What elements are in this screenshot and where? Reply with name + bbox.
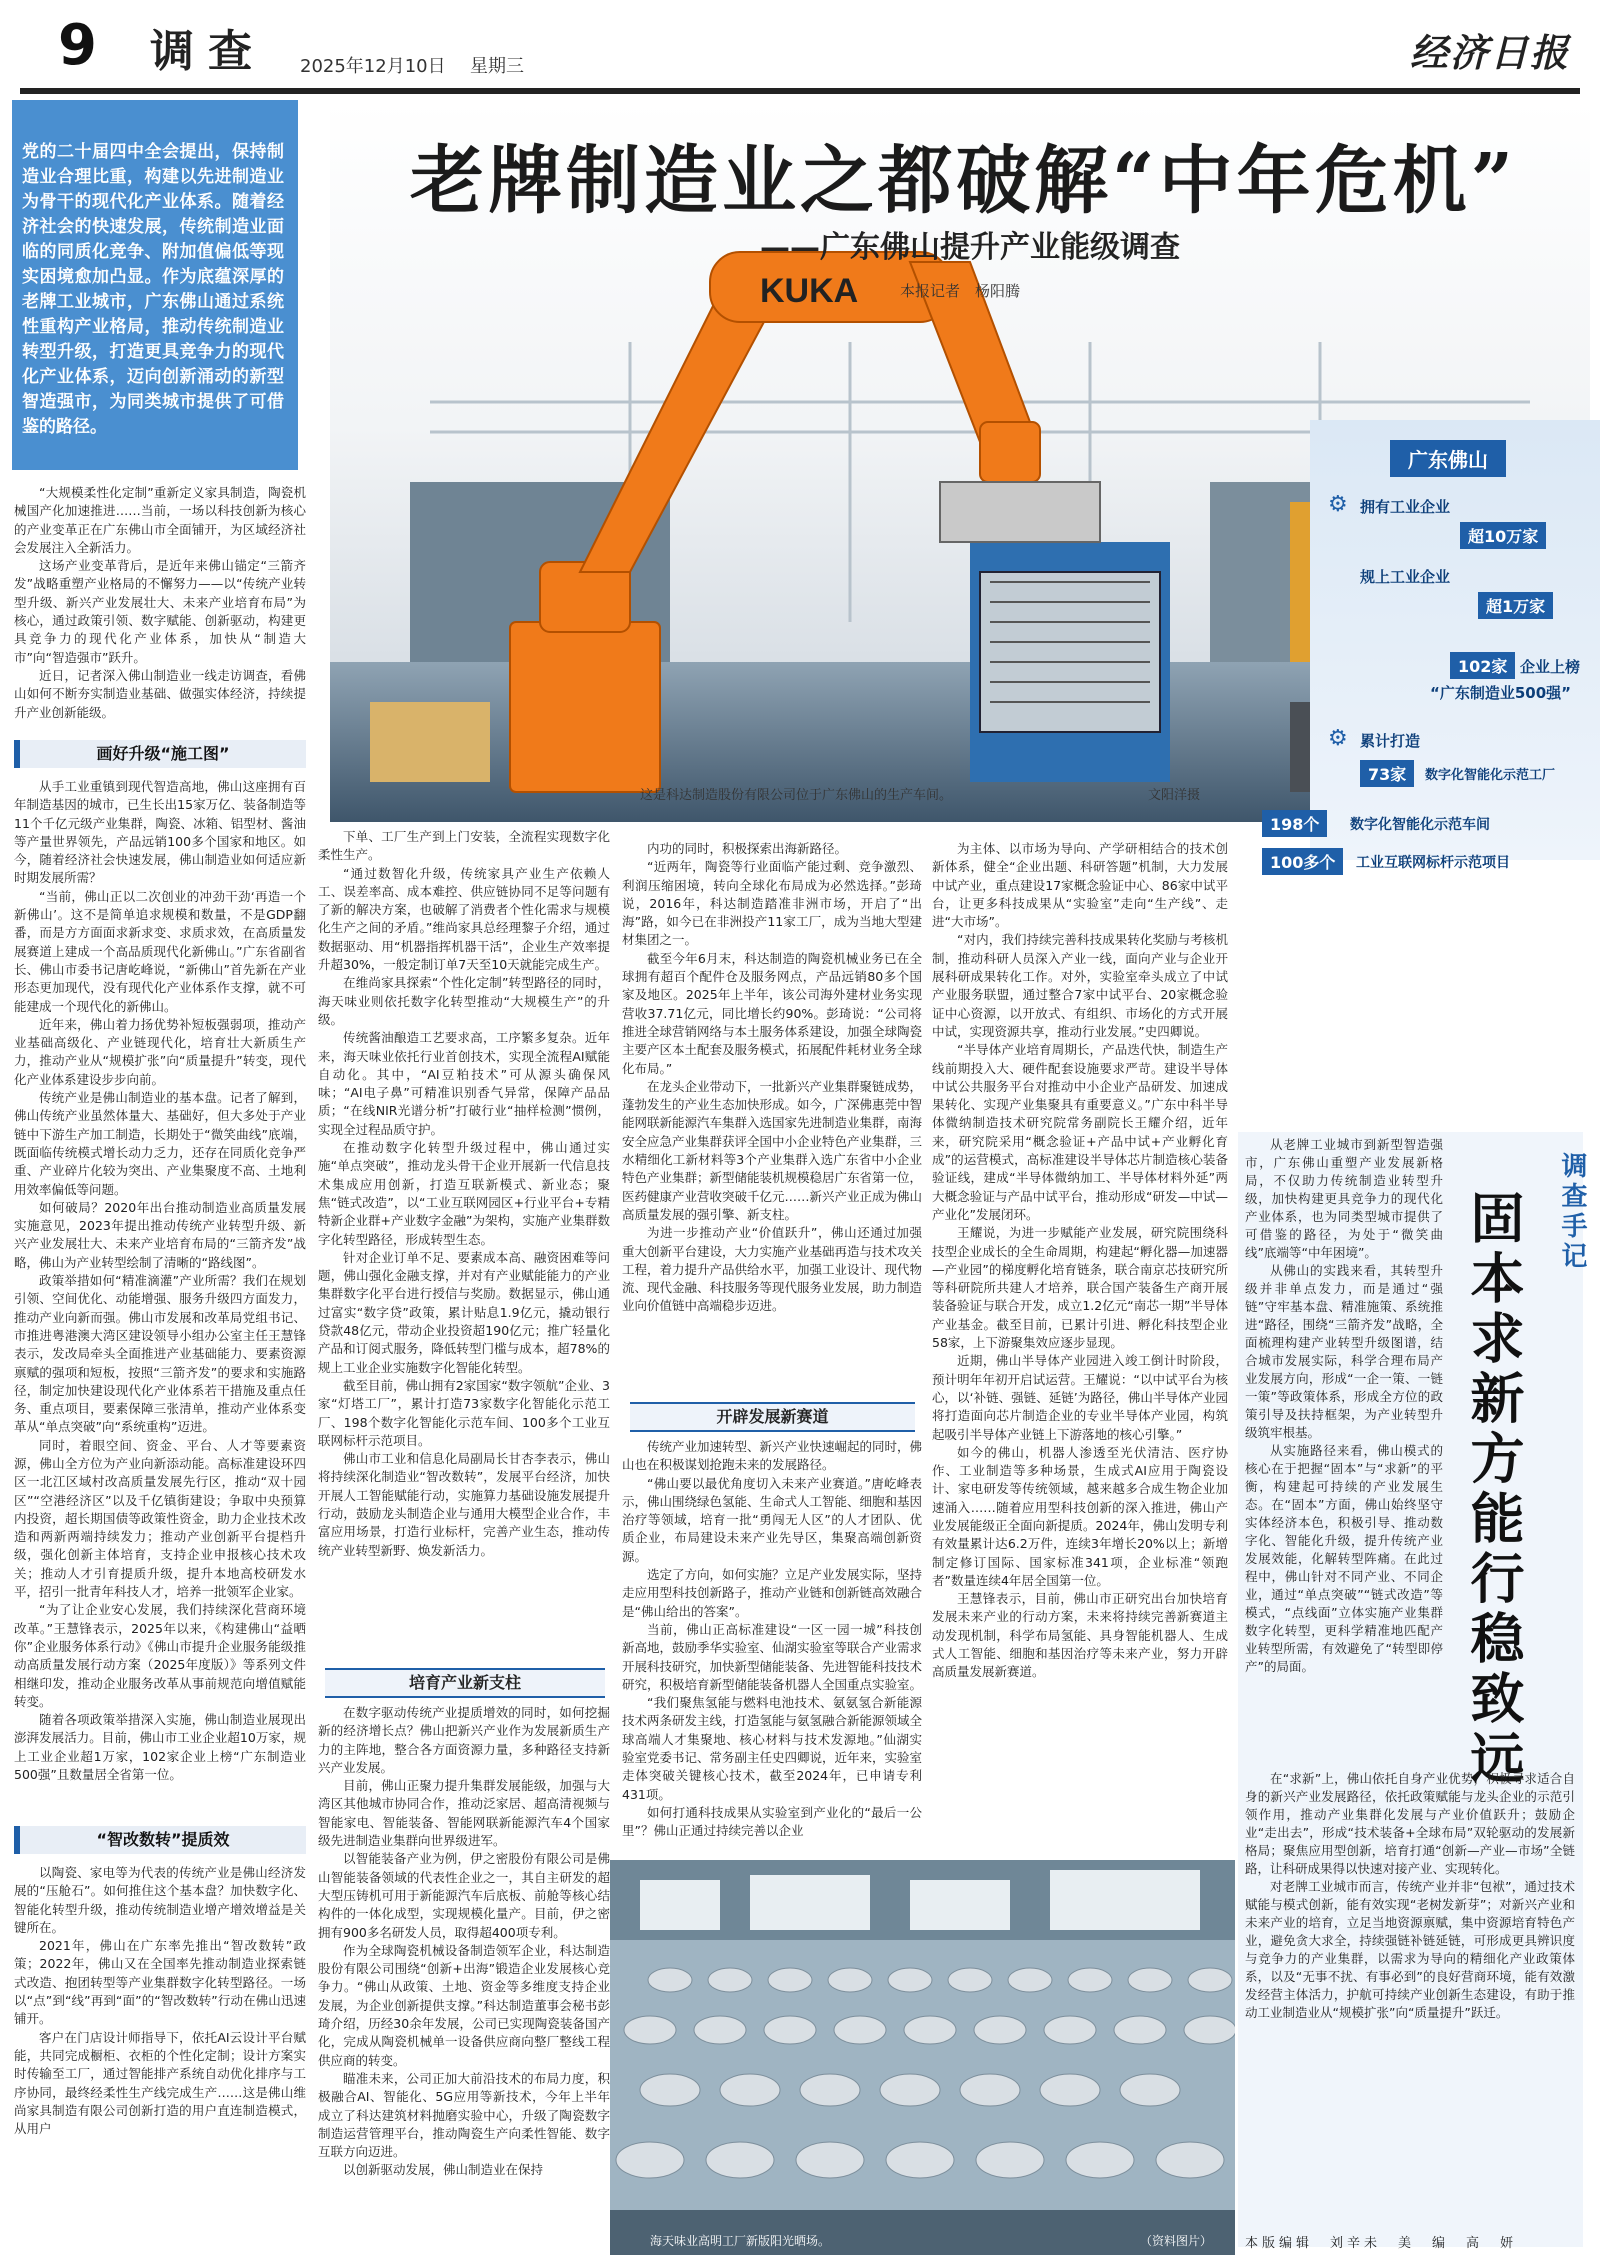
stat-label-top500: 企业上榜	[1520, 658, 1581, 676]
paragraph: “半导体产业培育周期长，产品迭代快，制造生产线前期投入大、硬件配套设施要求严苛。建设半导体中试公共服务平台对推动中小企业产品研发、加速成果转化、实现产业集聚具有重要意义。”广东中科半导体微纳制造技术研究院常务副院长王耀介绍，近年来，研究院采用“概念验证+产品中试+产业孵化育成”的运营模式，高标准建设半导体芯片制造核心装备验证线，建成“半导体微纳加工、半导体材料外延”两大概念验证与产品中试平台，推动形成“研发—中试—产业化”发展闭环。	[932, 1042, 1228, 1222]
body-col1-intro	[14, 484, 306, 728]
section-title: 调查	[150, 26, 266, 77]
paragraph: 在龙头企业带动下，一批新兴产业集群聚链成势，蓬勃发生的产业生态加快形成。如今，广深佛惠莞中智能网联新能源汽车集群入选国家先进制造业集群，南海安全应急产业集群获评全国中小企业特色产业集群，三水精细化工新材料等3个产业集群入选广东省中小企业特色产业集群；新型储能装机规模稳居广东省第一位，医药健康产业营收突破千亿元……新兴产业正成为佛山高质量发展的强引擎、新支柱。	[622, 1078, 922, 1222]
masthead-rule	[20, 88, 1580, 94]
paragraph: 在推动数字化转型升级过程中，佛山通过实施“单点突破”，推动龙头骨干企业开展新一代信息技术集成应用创新，打造互联新模式、新业态；聚焦“链式改造”，以“工业互联网园区+行业平台+专精特新企业群+产业数字金融”为架构，实施产业集群数字化转型路径，形成转型生态。	[318, 1140, 610, 1247]
infographic-title: 广东佛山	[1390, 440, 1506, 477]
paragraph: “大规模柔性化定制”重新定义家具制造，陶瓷机械国产化加速推进……当前，一场以科技创新为核心的产业变革正在广东佛山市全面铺开，为区域经济社会发展注入全新活力。	[14, 485, 306, 555]
issue-date: 2025年12月10日	[300, 56, 446, 77]
paragraph: 政策举措如何“精准滴灌”产业所需？我们在规划引领、空间优化、动能增强、服务升级四方面发力，推动产业向新而强。佛山市发展和改革局党组书记、市推进粤港澳大湾区建设领导小组办公室主任王慧锋表示，发改局牵头全面推进产业基础能力、要素资源禀赋的强项和短板，按照“三箭齐发”的要求和实施路径，制定加快建设现代化产业体系若干措施及重点任务、重点项目，要素保障三张清单，推动产业体系变革从“单点突破”向“系统重构”迈进。	[14, 1273, 306, 1435]
paragraph: 内功的同时，积极探索出海新路径。	[647, 841, 848, 856]
body-col1	[14, 778, 306, 1818]
issue-weekday: 星期三	[470, 56, 524, 77]
stat-label-above-scale: 规上工业企业	[1360, 568, 1451, 586]
paragraph: 截至今年6月末，科达制造的陶瓷机械业务已在全球拥有超百个配件仓及服务网点，产品远销80多个国家及地区。2025年上半年，该公司海外建材业务实现营收37.71亿元，同比增长约90%。彭琦说：“公司将推进全球营销网络与本土服务体系建设，加强全球陶瓷主要产区本土配套及服务模式，拓展配件耗材业务全球化布局。”	[622, 950, 922, 1076]
paragraph: 王慧锋表示，目前，佛山市正研究出台加快培育发展未来产业的行动方案，未来将持续完善新赛道主动发现机制，科学布局氢能、具身智能机器人、生成式人工智能、细胞和基因治疗等未来产业，努力开辟高质量发展新赛道。	[932, 1591, 1228, 1680]
paragraph: 当前，佛山正高标准建设“一区一园一城”科技创新高地，鼓励季华实验室、仙湖实验室等联合产业需求开展科技研究，加快新型储能装备、先进智能科技技术研究，积极培育新型储能装备机器人全国重点实验室。	[622, 1621, 922, 1692]
paragraph: 下单、工厂生产到上门安装，全流程实现数字化柔性生产。	[318, 829, 610, 863]
hero-credit: 文阳洋摄	[1148, 788, 1201, 803]
paragraph: 作为全球陶瓷机械设备制造领军企业，科达制造股份有限公司围绕“创新+出海”锻造企业发展核心竞争力。“佛山从政策、土地、资金等多维度支持企业发展，为企业创新提供支撑。”科达制造董事会秘书彭琦介绍，历经30余年发展，公司已实现陶瓷装备国产化，完成从陶瓷机械单一设备供应商向整厂整线工程供应商的转变。	[318, 1942, 610, 2068]
infographic-bg	[1310, 420, 1600, 860]
hero-caption: 这是科达制造股份有限公司位于广东佛山的生产车间。	[640, 788, 953, 803]
paragraph: 如今的佛山，机器人渗透至光伏清洁、医疗协作、工业制造等多种场景，生成式AI应用于陶瓷设计、家电研发等传统领域，越来越多合成生物企业加速涌入……随着应用型科技创新的深入推进，佛山产业发展能级正全面向新提质。2024年，佛山发明专利有效量累计达6.2万件，连续3年增长20%以上；新增制定修订国际、国家标准341项，企业标准“领跑者”数量连续4年居全国第一位。	[932, 1444, 1228, 1588]
paragraph: 近日，记者深入佛山制造业一线走访调查，看佛山如何不断夯实制造业基础、做强实体经济，持续提升产业创新能级。	[14, 667, 306, 720]
body-col2-bottom	[318, 1704, 610, 2258]
stat-sub-top500: “广东制造业500强”	[1430, 684, 1572, 702]
paragraph: “近两年，陶瓷等行业面临产能过剩、竞争激烈、利润压缩困境，转向全球化布局成为必然选择。”彭琦说，2016年，科达制造踏准非洲市场，开启了“出海”路，如今已在非洲投产11家工厂，成为当地大型建材集团之一。	[622, 859, 922, 948]
paragraph: 从手工业重镇到现代智造高地，佛山这座拥有百年制造基因的城市，已生长出15家万亿、装备制造等11个千亿元级产业集群，陶瓷、冰箱、铝型材、酱油等产量世界领先，产品远销100多个国家和地区。如今，随着经济社会快速发展，佛山制造业如何适应新时期发展所需？	[14, 779, 306, 886]
paragraph: 王耀说，为进一步赋能产业发展，研究院围绕科技型企业成长的全生命周期，构建起“孵化器—加速器—产业园”的梯度孵化培育链条，联合南京芯技研究所等科研院所共建人才培养，联合国产装备生产商开展装备验证与联合开发，成立1.2亿元“南芯一期”半导体产业基金。截至目前，已累计引进、孵化科技型企业58家，上下游聚集效应逐步显现。	[932, 1225, 1228, 1351]
intro-text: 党的二十届四中全会提出，保持制造业合理比重，构建以先进制造业为骨干的现代化产业体系。随着经济社会的快速发展，传统制造业面临的同质化竞争、附加值偏低等现实困境愈加凸显。作为底蕴深厚的老牌工业城市，广东佛山通过系统性重构产业格局，推动传统制造业转型升级，打造更具竞争力的现代化产业体系，迈向创新涌动的新型智造强市，为同类城市提供了可借鉴的路径。	[22, 142, 284, 437]
body-col3	[622, 840, 922, 1390]
subheadline: ——广东佛山提升产业能级调查	[760, 230, 1180, 265]
paragraph: 截至目前，佛山拥有2家国家“数字领航”企业、3家“灯塔工厂”，累计打造73家数字化智能化示范工厂、198个数字化智能化示范车间、100多个工业互联网标杆示范项目。	[318, 1377, 610, 1448]
body-col2	[318, 828, 610, 1658]
bottom-credit: （资料图片）	[1140, 2234, 1213, 2248]
gear-icon: ⚙	[1328, 492, 1348, 517]
gear-icon: ⚙	[1328, 726, 1348, 751]
paragraph: 在维尚家具探索“个性化定制”转型路径的同时，海天味业则依托数字化转型推动“大规模生产”的升级。	[318, 975, 610, 1027]
paragraph: 同时，着眼空间、资金、平台、人才等要素资源，佛山全方位为产业向新添动能。高标准建设环四区一北江区域村改高质量发展先行区，推动“双十园区”“空港经济区”以及千亿镇街建设；争取中央预算内投资，超长期国债等政策性资金，助力企业技术改造和两新两端持续发力；推动产业创新平台提档升级，强化创新主体培育，支持企业申报核心技术攻关；推动人才引育提质升级，提升本地高校研发水平，招引一批青年科技人才，培养一批领军企业家。	[14, 1437, 306, 1600]
paragraph: 佛山市工业和信息化局副局长甘杏李表示，佛山将持续深化制造业“智改数转”，发展平台经济，加快开展人工智能赋能行动，实施算力基础设施发展提升行动，鼓励龙头制造企业与通用大模型企业合作，丰富应用场景，打造行业标杆，完善产业生态，推动传统产业转型新野、焕发新活力。	[318, 1451, 610, 1558]
bottom-photo	[610, 1860, 1235, 2255]
headline: 老牌制造业之都破解“中年危机”	[410, 138, 1518, 224]
paragraph: 以智能装备产业为例，伊之密股份有限公司是佛山智能装备领域的代表性企业之一，其自主研发的超大型压铸机可用于新能源汽车后底板、前舱等核心结构件的一体化成型，实现规模化量产。目前，伊之密拥有900多名研发人员，取得超400项专利。	[318, 1851, 610, 1940]
section-heading-4: 开辟发展新赛道	[630, 1402, 915, 1432]
paragraph: 从老牌工业城市到新型智造强市，广东佛山重塑产业发展新格局，不仅助力传统制造业转型升级，加快构建更具竞争力的现代化产业体系，也为同类型城市提供了可借鉴的路径，为处于“微笑曲线”底端等“中年困境”。	[1245, 1137, 1443, 1260]
section-heading-2: “智改数转”提质效	[14, 1826, 306, 1854]
paragraph: “对内，我们持续完善科技成果转化奖励与考核机制，推动科研人员深入产业一线，面向产业与企业开展科研成果转化工作。对外，实验室牵头成立了中试产业服务联盟，通过整合7家中试平台、20家概念验证中心资源，以开放式、有组织、市场化的方式开展中试，实现资源共享，推动行业发展。”史四卿说。	[932, 932, 1228, 1039]
paragraph: 目前，佛山正聚力提升集群发展能级，加强与大湾区其他城市协同合作，推动泛家居、超高清视频与智能家电、智能装备、智能网联新能源汽车4个国家级先进制造业集群向世界级进军。	[318, 1778, 610, 1849]
paragraph: 这场产业变革背后，是近年来佛山锚定“三箭齐发”战略重塑产业格局的不懈努力——以“传统产业转型升级、新兴产业发展壮大、未来产业培育布局”为核心，通过政策引领、数字赋能、创新驱动，构建更具竞争力的现代化产业体系，加快从“制造大市”向“智造强市”跃升。	[14, 558, 306, 665]
paragraph: “佛山要以最优角度切入未来产业赛道。”唐屹峰表示，佛山围绕绿色氢能、生命式人工智能、细胞和基因治疗等领域，培育一批“勇闯无人区”的人才团队、优质企业，布局建设未来产业先导区，集聚高端创新资源。	[622, 1475, 922, 1564]
commentary-text-bottom	[1245, 1770, 1575, 2022]
paragraph: 以陶瓷、家电等为代表的传统产业是佛山经济发展的“压舱石”。如何推住这个基本盘？加快数字化、智能化转型升级，推动传统制造业增产增效增益是关键所在。	[14, 1865, 306, 1935]
paragraph: 传统酱油酿造工艺要求高，工序繁多复杂。近年来，海天味业依托行业首创技术，实现全流程AI赋能自动化。其中，“AI豆粕技术”可从源头确保风味；“AI电子鼻”可精准识别香气异常，保障产品品质；“在线NIR光谱分析”打破行业“抽样检测”惯例，实现全过程品质守护。	[318, 1030, 610, 1137]
commentary-text-top	[1245, 1136, 1443, 1676]
paragraph: 随着各项政策举措深入实施，佛山制造业展现出澎湃发展活力。目前，佛山市工业企业超10万家，规上工业企业超1万家，102家企业上榜“广东制造业500强”且数量居全省第一位。	[14, 1712, 306, 1783]
paragraph: 2021年，佛山在广东率先推出“智改数转”政策；2022年，佛山又在全国率先推动制造业探索链式改造、抱团转型等产业集群数字化转型路径。一场以“点”到“线”再到“面”的“智改数转”行动在佛山迅速铺开。	[14, 1938, 306, 2027]
paragraph: 如何破局？2020年出台推动制造业高质量发展实施意见，2023年提出推动传统产业转型升级、新兴产业发展壮大、未来产业培育布局的“三箭齐发”战略，佛山为产业转型绘制了清晰的“路线图”。	[14, 1199, 306, 1270]
section-heading-1: 画好升级“施工图”	[14, 740, 306, 768]
paragraph: 从佛山的实践来看，其转型升级并非单点发力，而是通过“强链”守牢基本盘、精准施策、系统推进“路径，围绕“三箭齐发”战略，全面梳理构建产业转型升级图谱，结合城市发展实际，科学合理布局产业发展方向，形成“一企一策、一链一策”等政策体系，形成全方位的政策引导及扶持框架，为产业转型升级筑牢根基。	[1245, 1263, 1443, 1440]
paragraph: 瞄准未来，公司正加大前沿技术的布局力度，积极融合AI、智能化、5G应用等新技术，今年上半年成立了科达建筑材料抛磨实验中心，升级了陶瓷数字制造运营管理平台，推动陶瓷生产向柔性智能、数字互联方向迈进。	[318, 2070, 610, 2160]
paragraph: 为主体、以市场为导向、产学研相结合的技术创新体系，健全“企业出题、科研答题”机制，大力发展中试产业，重点建设17家概念验证中心、86家中试平台，让更多科技成果从“实验室”走向“生产线”、走进“大市场”。	[932, 841, 1228, 930]
editor-credits: 本版编辑 刘辛未 美 编 高 妍	[1245, 2236, 1518, 2251]
bottom-caption: 海天味业高明工厂新版阳光晒场。	[650, 2234, 831, 2248]
stat-label-built: 累计打造	[1360, 732, 1421, 750]
paragraph: 在数字驱动传统产业提质增效的同时，如何挖掘新的经济增长点？佛山把新兴产业作为发展新质生产力的主阵地，整合各方面资源力量，多种路径支持新兴产业发展。	[318, 1705, 610, 1775]
commentary-title: 固本求新方能行稳致远	[1462, 1190, 1526, 1790]
paragraph: 为进一步推动产业“价值跃升”，佛山还通过加强重大创新平台建设，大力实施产业基础再造与技术攻关工程，着力提升产品供给水平，加强工业设计、现代物流、现代金融、科技服务等现代服务业发展，助力制造业向价值链中高端稳步迈进。	[622, 1225, 922, 1314]
body-col3-bottom	[622, 1438, 922, 1852]
stat-label-factories: 数字化智能化示范工厂	[1425, 768, 1556, 783]
paragraph: 针对企业订单不足、要素成本高、融资困难等问题，佛山强化金融支撑，并对有产业赋能能力的产业集群数字化平台进行授信与奖励。数据显示，佛山通过富实“数字贷”政策，累计贴息1.9亿元，撬动银行贷款48亿元，带动企业投资超190亿元；推广轻量化产品和订阅式服务，降低转型门槛与成本，超78%的规上工业企业实施数字化智能化转型。	[318, 1249, 610, 1375]
page-number: 9	[58, 13, 97, 78]
paragraph: “通过数智化升级，传统家具产业生产依赖人工、误差率高、成本难控、供应链协同不足等问题有了新的解决方案，也破解了消费者个性化需求与规模化生产之间的矛盾。”维尚家具总经理黎子介绍，通过数据驱动、用“机器指挥机器干活”，企业生产效率提升超30%，一般定制订单7天至10天就能完成生产。	[318, 865, 610, 973]
paragraph: 传统产业是佛山制造业的基本盘。记者了解到，佛山传统产业虽然体量大、基础好，但大多处于产业链中下游生产加工制造，长期处于“微笑曲线”底端，既面临传统模式增长动力乏力，还存在同质化竞争严重、产业碎片化较为突出、产业集聚度不高、土地利用效率偏低等问题。	[14, 1090, 306, 1197]
paragraph: 如何打通科技成果从实验室到产业化的“最后一公里”？佛山正通过持续完善以企业	[622, 1804, 922, 1839]
stat-value-enterprises: 超10万家	[1460, 522, 1546, 549]
newspaper-logo: 经济日报	[1410, 30, 1571, 75]
stat-value-iiot: 100多个	[1262, 848, 1343, 875]
stat-value-above-scale: 超1万家	[1478, 592, 1553, 619]
stat-label-enterprises: 拥有工业企业	[1360, 498, 1451, 516]
paragraph: “我们聚焦氢能与燃料电池技术、氨氨氢合新能源技术两条研发主线，打造氢能与氨氢融合新能源领域全球高端人才集聚地、核心材料与技术发源地。”仙湖实验室党委书记、常务副主任史四卿说，近年来，实验室走体突破关键核心技术，截至2024年，已申请专利431项。	[622, 1695, 922, 1802]
stat-value-workshops: 198个	[1262, 810, 1327, 837]
stat-label-workshops: 数字化智能化示范车间	[1350, 817, 1490, 833]
commentary-tag: 调查手记	[1557, 1152, 1587, 1272]
paragraph: 传统产业加速转型、新兴产业快速崛起的同时，佛山也在积极谋划抢跑未来的发展路径。	[622, 1439, 922, 1473]
paragraph: 对老牌工业城市而言，传统产业并非“包袱”，通过技术赋能与模式创新，能有效实现“老树发新芽”；对新兴产业和未来产业的培育，立足当地资源禀赋，集中资源培育特色产业，避免贪大求全，持续强链补链延链，可形成更具辨识度与竞争力的产业集群，以需求为导向的精细化产业政策体系，以及“无事不扰、有事必到”的良好营商环境，能有效激发经营主体活力，护航可持续产业创新生态建设，有助于推动工业制造业从“规模扩张”向“质量提升”跃迁。	[1245, 1879, 1575, 2020]
paragraph: 客户在门店设计师指导下，依托AI云设计平台赋能，共同完成橱柜、衣柜的个性化定制；设计方案实时传输至工厂，通过智能排产系统自动优化排序与工序协同，最终经柔性生产线完成生产……这是佛山维尚家具制造有限公司创新打造的用户直连制造模式，从用户	[14, 2029, 306, 2137]
stat-value-top500: 102家	[1450, 652, 1515, 679]
paragraph: 近年来，佛山着力扬优势补短板强弱项，推动产业基础高级化、产业链现代化，培育壮大新质生产力，推动产业从“规模扩张”向“质量提升”转变，现代化产业体系建设步步向前。	[14, 1016, 306, 1087]
body-col1-bottom	[14, 1864, 306, 2258]
drying-yard-photo	[610, 1860, 1235, 2255]
paragraph: “为了让企业安心发展，我们持续深化营商环境改革。”王慧锋表示，2025年以来，《构建佛山“益晒你”企业服务体系行动》《佛山市提升企业服务能级推动高质量发展行动方案（2025年度版）》等系列文件相继印发，推动企业服务改革从事前规范向增值赋能转变。	[14, 1602, 306, 1709]
svg-text:KUKA: KUKA	[760, 272, 859, 310]
paragraph: 在“求新”上，佛山依托自身产业优势，积极寻求适合自身的新兴产业发展路径，依托政策赋能与龙头企业的示范引领作用，推动产业集群化发展与产业价值跃升；鼓励企业“走出去”，形成“技术装备+全球布局”双轮驱动的发展新格局；聚焦应用型创新，培育打通“创新—产业—市场”全链路，让科研成果得以快速对接产业、实现转化。	[1245, 1771, 1575, 1876]
paragraph: 选定了方向，如何实施？立足产业发展实际，坚持走应用型科技创新路子，推动产业链和创新链高效融合是“佛山给出的答案”。	[622, 1567, 922, 1619]
paragraph: 近期，佛山半导体产业园进入竣工倒计时阶段，预计明年年初开启试运营。王耀说：“以中试平台为核心，以‘补链、强链、延链’为路径，佛山半导体产业园将打造面向芯片制造企业的专业半导体产业园，构筑起吸引半导体产业链上下游落地的核心引擎。”	[932, 1353, 1228, 1442]
infographic	[1310, 420, 1600, 860]
stat-value-factories: 73家	[1360, 760, 1414, 787]
byline: 本报记者 杨阳腾	[900, 282, 1021, 300]
section-heading-3: 培育产业新支柱	[325, 1668, 605, 1698]
paragraph: 以创新驱动发展，佛山制造业在保持	[343, 2162, 544, 2178]
paragraph: 从实施路径来看，佛山模式的核心在于把握“固本”与“求新”的平衡，构建起可持续的产业发展生态。在“固本”方面，佛山始终坚守实体经济本色，积极引导、推动数字化、智能化升级，提升传统产业发展效能，化解转型阵痛。在此过程中，佛山针对不同产业、不同企业，通过“单点突破”“链式改造”等模式，“点线面”立体实施产业集群数字化转型，更科学精准地匹配产业转型所需，有效避免了“转型即停产”的局面。	[1245, 1443, 1443, 1674]
paragraph: “当前，佛山正以二次创业的冲劲干劲‘再造一个新佛山’。这不是简单追求规模和数量，不是GDP翻番，而是方方面面求新求变、求质求效，在高质量发展赛道上建成一个高品质现代化新佛山。”广东省副省长、佛山市委书记唐屹峰说，“新佛山”首先新在产业形态更加现代，没有现代化产业体系作支撑，就不可能建成一个现代化的新佛山。	[14, 888, 306, 1014]
body-col4	[932, 840, 1228, 1852]
stat-label-iiot: 工业互联网标杆示范项目	[1356, 855, 1510, 871]
